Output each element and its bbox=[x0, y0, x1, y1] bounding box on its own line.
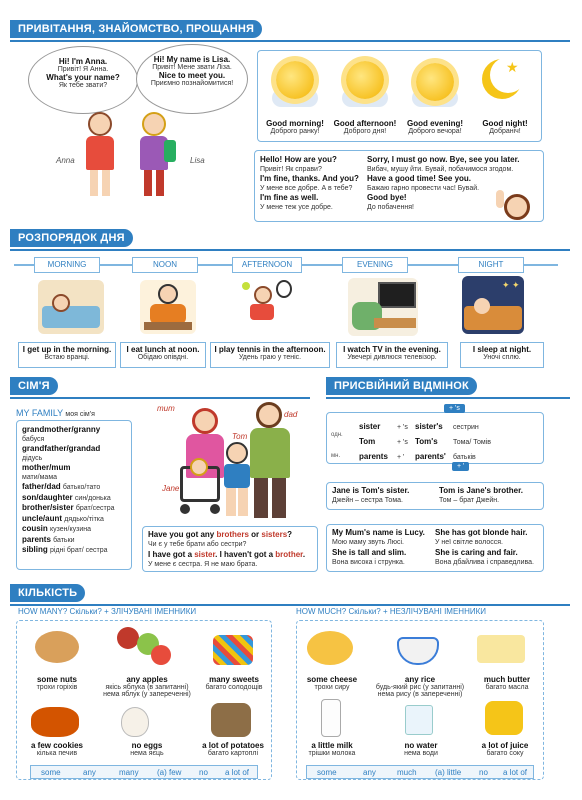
text-possessive-ex2-1-ua: У неї світле волосся. bbox=[435, 539, 503, 546]
text-family-words-7-en: cousin bbox=[22, 524, 48, 533]
section-divider bbox=[326, 397, 570, 399]
text-greetings-dialog_left-2-en: I'm fine as well. bbox=[260, 193, 319, 202]
time-afternoon: AFTERNOON bbox=[232, 257, 302, 273]
tv-illustration bbox=[348, 278, 418, 336]
text-greetings-dialog_right-1-en: Have a good time! See you. bbox=[367, 174, 472, 183]
text-family-words-4-ua: син/донька bbox=[74, 494, 111, 502]
section-divider bbox=[10, 604, 570, 606]
family-word-list bbox=[16, 420, 132, 570]
section-title-quantity: КІЛЬКІСТЬ bbox=[10, 584, 85, 602]
text-routine-captions-2-ua: Удень граю у теніс. bbox=[238, 354, 302, 361]
how-much-quantifier-bar bbox=[306, 765, 534, 779]
section-title-possessive: ПРИСВІЙНИЙ ВІДМІНОК bbox=[326, 377, 477, 395]
text-greetings-suns-0-en: Good morning! bbox=[266, 119, 324, 128]
text-quantity-much_bar-1: any bbox=[363, 768, 376, 777]
label-lisa: Lisa bbox=[190, 156, 205, 165]
time-noon: NOON bbox=[132, 257, 198, 273]
star-icon: ★ bbox=[506, 59, 519, 75]
text-family-words-6-ua: дядько/тітка bbox=[64, 515, 104, 523]
text-greetings-suns-3-en: Good night! bbox=[482, 119, 528, 128]
text-family-question-a_hl2: brother bbox=[275, 550, 303, 559]
text-quantity-many_items-2-en: many sweets bbox=[209, 675, 259, 684]
text-family-question-a_mid: . I haven't got a bbox=[215, 550, 276, 559]
lunch-illustration bbox=[140, 280, 196, 334]
text-family-question-a_pre: I have got a bbox=[148, 550, 195, 559]
text-family-words-7-ua: кузен/кузина bbox=[50, 526, 92, 533]
text-quantity-much_items-2-en: much butter bbox=[483, 675, 531, 684]
text-greetings-dialog_left-0-en: Hello! How are you? bbox=[260, 155, 337, 164]
section-title-family: СІМ'Я bbox=[10, 377, 58, 395]
text-possessive-ex2-2-en: She is tall and slim. bbox=[332, 548, 407, 557]
item-any-rice bbox=[367, 675, 473, 698]
label-dad: dad bbox=[284, 410, 298, 419]
text-quantity-many_items-0-ua: трохи горіхів bbox=[36, 684, 78, 691]
possessive-example-2 bbox=[326, 524, 544, 572]
text-quantity-many_items-3-en: a few cookies bbox=[30, 741, 84, 750]
text-routine-captions-3-en: I watch TV in the evening. bbox=[343, 345, 441, 354]
text-greetings-dialog_right-1-ua: Бажаю гарно провести час! Бувай. bbox=[367, 184, 480, 192]
text-quantity-many_items-5-en: a lot of potatoes bbox=[202, 741, 264, 750]
text-quantity-many_bar-1: any bbox=[83, 768, 96, 777]
text-routine-captions-1-en: I eat lunch at noon. bbox=[126, 345, 200, 354]
text-possessive-ex2-3-ua: Вона дбайлива і справедлива. bbox=[435, 559, 534, 566]
text-greetings-suns-2-en: Good evening! bbox=[407, 119, 463, 128]
item-any-apples bbox=[93, 675, 201, 698]
text-quantity-many_bar-3: (a) few bbox=[157, 768, 182, 777]
text-family-question-q_ua: Чи є у тебе брати або сестри? bbox=[148, 541, 247, 548]
text-family-words-0-en: grandmother/granny bbox=[22, 425, 101, 434]
text-possessive-rows-2-ua: батьків bbox=[453, 454, 476, 461]
item-a-few-cookies bbox=[19, 741, 95, 757]
text-family-words-3-ua: батько/тато bbox=[62, 484, 101, 491]
possessive-table bbox=[326, 412, 544, 464]
routine-caption-evening bbox=[336, 342, 448, 368]
text-possessive-ex2-2-ua: Вона висока і струнка. bbox=[332, 559, 405, 566]
text-quantity-much_items-1-ua2: нема рису (в запереченні) bbox=[377, 691, 463, 698]
text-greetings-dialog_right-0-en: Sorry, I must go now. Bye, see you later. bbox=[367, 155, 520, 164]
text-possessive-rows-2-tag: мн. bbox=[331, 453, 341, 459]
text-family-question-q_mid: or bbox=[248, 530, 262, 539]
text-quantity-much_items-0-en: some cheese bbox=[306, 675, 358, 684]
text-quantity-many_items-5-ua: багато картоплі bbox=[207, 750, 259, 757]
text-family-words-8-ua: батьки bbox=[53, 536, 75, 544]
cookies-icon bbox=[31, 707, 79, 737]
bubble-line: Привіт! Я Анна. bbox=[57, 66, 109, 73]
text-family-words-9-ua: рідні брат/ сестра bbox=[50, 547, 108, 554]
text-possessive-rows-0-word: sister bbox=[359, 422, 381, 431]
family-heading bbox=[16, 408, 95, 418]
text-family-heading_en: MY FAMILY bbox=[16, 408, 64, 418]
text-quantity-many_items-2-ua: багато солодощів bbox=[205, 684, 263, 691]
text-greetings-dialog_left-0-ua: Привіт! Як справи? bbox=[260, 165, 322, 173]
text-family-words-8-en: parents bbox=[22, 534, 51, 544]
text-family-question-q_pre: Have you got any bbox=[148, 530, 217, 539]
greeting-evening bbox=[400, 119, 470, 135]
text-routine-captions-0-en: I get up in the morning. bbox=[22, 345, 112, 354]
item-some-cheese bbox=[297, 675, 367, 691]
section-divider bbox=[10, 249, 570, 251]
text-routine-captions-3-ua: Увечері дивлюся телевізор. bbox=[347, 354, 437, 361]
text-quantity-many_items-3-ua: кілька печив bbox=[36, 750, 78, 757]
text-greetings-suns-2-ua: Доброго вечора! bbox=[408, 128, 462, 135]
time-night: NIGHT bbox=[458, 257, 524, 273]
time-evening: EVENING bbox=[342, 257, 408, 273]
sun-afternoon-icon bbox=[346, 61, 384, 99]
text-possessive-ex1-0-en: Jane is Tom's sister. bbox=[332, 486, 410, 495]
text-quantity-much_items-5-ua: багато соку bbox=[486, 750, 524, 757]
sun-evening-icon bbox=[416, 63, 454, 101]
possessive-example-1 bbox=[326, 482, 544, 510]
routine-caption-night bbox=[460, 342, 544, 368]
text-family-words-2-ua: мати/мама bbox=[22, 473, 58, 481]
cheese-icon bbox=[307, 631, 353, 665]
routine-caption-afternoon bbox=[210, 342, 330, 368]
text-possessive-rows-0-op: + 's bbox=[397, 424, 408, 431]
text-possessive-ex1-0-ua: Джейн – сестра Тома. bbox=[332, 497, 403, 504]
text-quantity-much_items-0-ua: трохи сиру bbox=[314, 684, 350, 691]
text-quantity-many_items-4-ua: нема яєць bbox=[130, 750, 164, 757]
text-quantity-much_items-4-en: no water bbox=[404, 741, 438, 750]
text-family-words-9-en: sibling bbox=[22, 545, 48, 554]
text-possessive-rows-1-ua: Тома/ Томів bbox=[453, 439, 491, 446]
item-a-little-milk bbox=[297, 741, 367, 757]
dialog-left bbox=[260, 155, 365, 212]
text-family-words-1-ua: дідусь bbox=[22, 454, 43, 462]
text-quantity-many_bar-5: a lot of bbox=[225, 768, 250, 777]
text-possessive-ex2-0-en: My Mum's name is Lucy. bbox=[332, 528, 425, 537]
text-routine-captions-1-ua: Обідаю опівдні. bbox=[137, 354, 189, 361]
text-possessive-rows-1-word: Tom bbox=[359, 437, 376, 446]
text-family-words-0-ua: бабуся bbox=[22, 435, 45, 443]
text-quantity-much_bar-2: much bbox=[397, 768, 417, 777]
text-family-question-q_hl2: sisters bbox=[261, 530, 288, 539]
item-many-sweets bbox=[197, 675, 271, 691]
butter-icon bbox=[477, 635, 525, 663]
text-quantity-many_bar-4: no bbox=[199, 768, 208, 777]
potatoes-basket-icon bbox=[211, 703, 251, 737]
text-possessive-rows-0-tag: одн. bbox=[331, 432, 343, 438]
text-greetings-dialog_right-2-en: Good bye! bbox=[367, 193, 407, 202]
text-possessive-ex2-1-en: She has got blonde hair. bbox=[435, 528, 528, 537]
section-divider bbox=[10, 397, 310, 399]
text-greetings-suns-1-en: Good afternoon! bbox=[333, 119, 397, 128]
text-routine-captions-0-ua: Встаю вранці. bbox=[44, 354, 90, 361]
text-quantity-much_items-4-ua: нема води bbox=[404, 750, 438, 757]
text-family-question-a_hl1: sister bbox=[194, 550, 216, 559]
section-title-greetings: ПРИВІТАННЯ, ЗНАЙОМСТВО, ПРОЩАННЯ bbox=[10, 20, 262, 38]
text-possessive-ex2-0-ua: Мою маму звуть Люсі. bbox=[332, 539, 404, 546]
text-quantity-many_bar-0: some bbox=[41, 768, 61, 777]
text-greetings-suns-1-ua: Доброго дня! bbox=[343, 128, 387, 135]
sun-morning-icon bbox=[276, 61, 314, 99]
text-possessive-rows-2-res: parents' bbox=[415, 452, 446, 461]
time-morning: MORNING bbox=[34, 257, 100, 273]
text-family-words-1-en: grandfather/grandad bbox=[22, 444, 101, 453]
text-possessive-rows-1-res: Tom's bbox=[415, 437, 438, 446]
text-quantity-many_items-4-en: no eggs bbox=[131, 741, 163, 750]
bubble-line: Приємно познайомитися! bbox=[150, 80, 234, 87]
label-jane: Jane bbox=[162, 484, 180, 493]
text-greetings-dialog_left-1-en: I'm fine, thanks. And you? bbox=[260, 174, 359, 183]
how-many-heading: HOW MANY? Скільки? + ЗЛІЧУВАНІ ІМЕННИКИ bbox=[18, 607, 197, 616]
text-possessive-ex1-1-ua: Том – брат Джейн. bbox=[439, 497, 500, 504]
text-greetings-dialog_left-2-ua: У мене теж усе добре. bbox=[260, 203, 333, 211]
text-quantity-many_items-1-ua: якісь яблука (в запитанні) bbox=[105, 684, 189, 691]
glass-icon bbox=[405, 705, 433, 735]
text-family-question-q_hl1: brothers bbox=[216, 530, 249, 539]
text-quantity-many_items-0-en: some nuts bbox=[36, 675, 77, 684]
greeting-afternoon bbox=[330, 119, 400, 135]
text-family-question-a_ua: У мене є сестра. Я не маю брата. bbox=[148, 561, 258, 568]
text-possessive-ex2-3-en: She is caring and fair. bbox=[435, 548, 518, 557]
waving-girl-illustration bbox=[496, 190, 540, 230]
sweets-icon bbox=[213, 635, 253, 665]
routine-caption-morning bbox=[18, 342, 116, 368]
text-greetings-dialog_left-1-ua: У мене все добре. А в тебе? bbox=[260, 184, 353, 192]
time-greetings-panel bbox=[257, 50, 542, 142]
bubble-line: Nice to meet you. bbox=[158, 71, 226, 80]
bubble-line: Як тебе звати? bbox=[58, 82, 108, 89]
text-possessive-ex1-1-en: Tom is Jane's brother. bbox=[439, 486, 523, 495]
text-family-words-5-en: brother/sister bbox=[22, 503, 74, 512]
text-quantity-much_bar-3: (a) little bbox=[435, 768, 462, 777]
text-possessive-rows-0-ua: сестрин bbox=[453, 424, 479, 431]
text-possessive-rows-2-word: parents bbox=[359, 452, 388, 461]
text-greetings-suns-3-ua: Добраніч! bbox=[489, 128, 521, 135]
text-quantity-much_items-5-en: a lot of juice bbox=[481, 741, 529, 750]
item-a-lot-of-juice bbox=[467, 741, 543, 757]
item-no-water bbox=[373, 741, 469, 757]
greeting-night bbox=[470, 119, 540, 135]
text-quantity-much_bar-4: no bbox=[479, 768, 488, 777]
text-possessive-rows-0-res: sister's bbox=[415, 422, 443, 431]
text-quantity-much_items-2-ua: багато масла bbox=[485, 684, 529, 691]
text-routine-captions-4-en: I sleep at night. bbox=[472, 345, 532, 354]
how-many-panel bbox=[16, 620, 272, 780]
juice-jug-icon bbox=[485, 701, 523, 735]
text-greetings-dialog_right-0-ua: Вибач, мушу йти. Бувай, побачимося згодом. bbox=[367, 165, 514, 173]
text-family-question-a_end: . bbox=[302, 550, 306, 559]
apples-icon bbox=[117, 627, 139, 649]
egg-icon bbox=[121, 707, 149, 737]
routine-caption-noon bbox=[120, 342, 206, 368]
text-routine-captions-2-en: I play tennis in the afternoon. bbox=[214, 345, 326, 354]
speech-bubble-anna bbox=[28, 46, 138, 114]
tennis-illustration bbox=[234, 278, 296, 334]
text-family-heading_ua: моя сім'я bbox=[65, 411, 95, 418]
item-much-butter bbox=[471, 675, 543, 691]
label-anna: Anna bbox=[56, 156, 75, 165]
how-much-heading: HOW MUCH? Скільки? + НЕЗЛІЧУВАНІ ІМЕННИКИ bbox=[296, 607, 486, 616]
speech-bubble-lisa bbox=[136, 44, 248, 114]
bubble-line: Привіт! Мене звати Ліза. bbox=[152, 64, 232, 71]
text-routine-captions-4-ua: Уночі сплю. bbox=[483, 354, 521, 361]
text-quantity-much_items-3-ua: трішки молока bbox=[308, 750, 356, 757]
text-greetings-dialog_right-2-ua: До побачення! bbox=[367, 203, 414, 211]
text-family-words-2-en: mother/mum bbox=[22, 463, 71, 472]
star-icon: ✦ ✦ bbox=[502, 280, 520, 290]
rice-bowl-icon bbox=[397, 637, 439, 665]
text-quantity-much_items-3-en: a little milk bbox=[311, 741, 353, 750]
text-quantity-much_items-1-ua: будь-який рис (у запитанні) bbox=[375, 684, 465, 691]
text-quantity-much_bar-0: some bbox=[317, 768, 337, 777]
badge-apostrophe: + ' bbox=[452, 462, 469, 471]
text-family-question-q_end: ? bbox=[287, 530, 293, 539]
how-many-quantifier-bar bbox=[30, 765, 258, 779]
bubble-line: Hi! I'm Anna. bbox=[58, 57, 108, 66]
milk-bottle-icon bbox=[321, 699, 341, 737]
text-family-words-3-en: father/dad bbox=[22, 482, 61, 491]
label-mum: mum bbox=[157, 404, 175, 413]
text-possessive-rows-2-op: + ' bbox=[397, 454, 405, 461]
text-greetings-suns-0-ua: Доброго ранку! bbox=[270, 128, 320, 135]
section-divider bbox=[10, 40, 570, 42]
bubble-line: What's your name? bbox=[46, 73, 120, 82]
wake-up-illustration bbox=[38, 280, 104, 334]
family-question-panel bbox=[142, 526, 318, 572]
text-quantity-many_items-1-en: any apples bbox=[126, 675, 168, 684]
item-some-nuts bbox=[19, 675, 95, 691]
item-no-eggs bbox=[97, 741, 197, 757]
text-quantity-much_items-1-en: any rice bbox=[404, 675, 436, 684]
section-title-routine: РОЗПОРЯДОК ДНЯ bbox=[10, 229, 133, 247]
greeting-morning bbox=[260, 119, 330, 135]
text-family-words-4-en: son/daughter bbox=[22, 492, 73, 502]
badge-apostrophe-s: + 's bbox=[444, 404, 465, 413]
text-quantity-many_items-1-ua2: нема яблук (у запереченні) bbox=[103, 691, 191, 698]
text-family-words-5-ua: брат/сестра bbox=[75, 505, 115, 512]
girls-illustration bbox=[78, 112, 188, 204]
label-tom: Tom bbox=[232, 432, 248, 441]
how-much-panel bbox=[296, 620, 544, 780]
item-a-lot-of-potatoes bbox=[193, 741, 273, 757]
text-possessive-rows-1-op: + 's bbox=[397, 439, 408, 446]
text-family-words-6-en: uncle/aunt bbox=[22, 513, 63, 523]
text-quantity-much_bar-5: a lot of bbox=[503, 768, 528, 777]
bubble-line: Hi! My name is Lisa. bbox=[153, 55, 231, 64]
text-quantity-many_bar-2: many bbox=[119, 768, 139, 777]
sleep-illustration bbox=[462, 276, 524, 334]
nuts-icon bbox=[35, 631, 79, 663]
